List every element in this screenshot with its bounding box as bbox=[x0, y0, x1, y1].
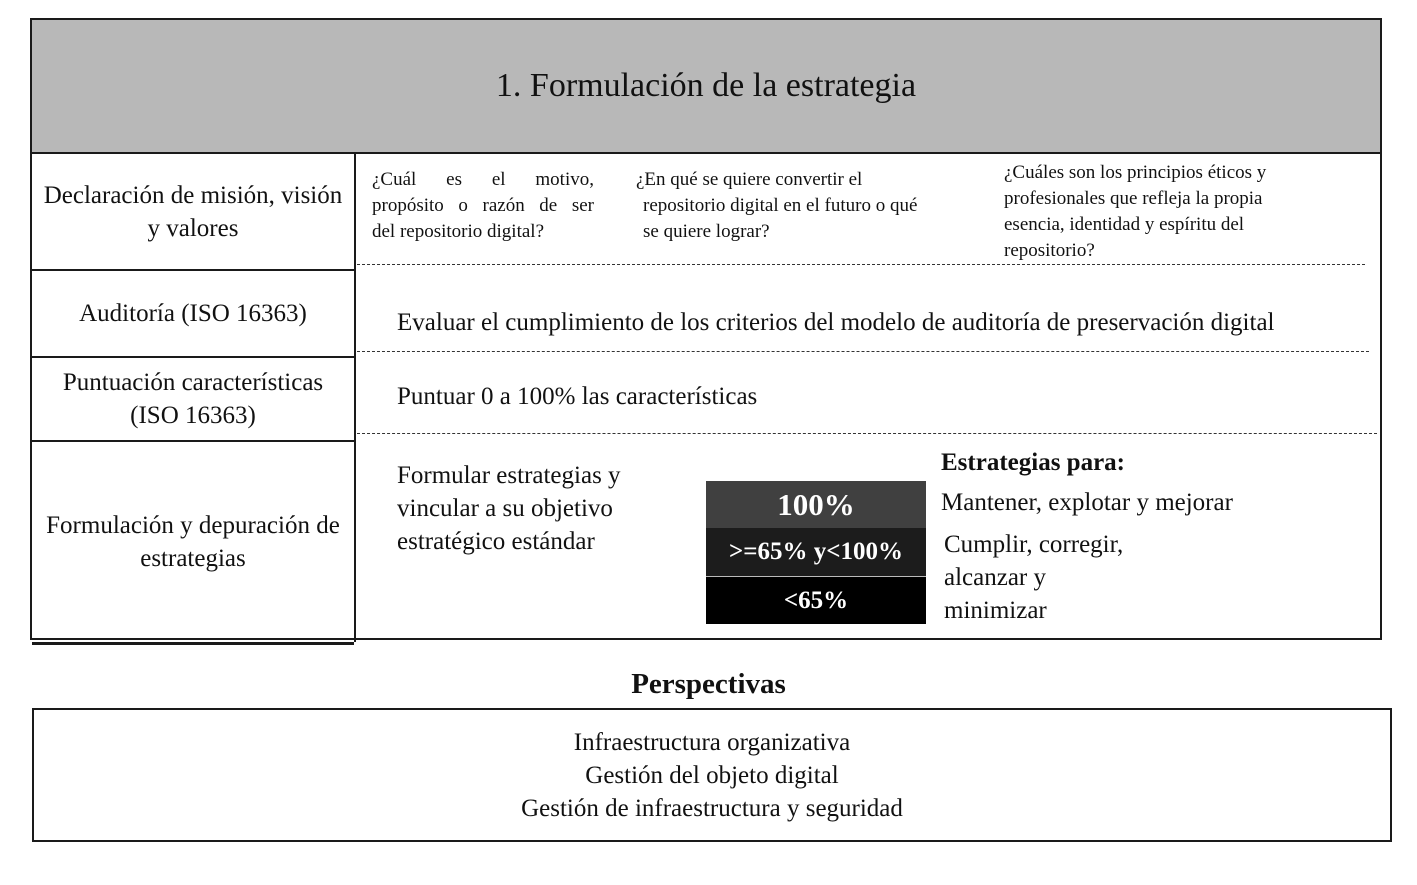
perspectives-title: Perspectivas bbox=[631, 668, 786, 700]
left-column bbox=[32, 154, 356, 642]
perspective-item: Gestión del objeto digital bbox=[585, 761, 839, 789]
label-scoring: Puntuación características (ISO 16363) bbox=[32, 358, 354, 442]
strategy-low-line: Cumplir, corregir, bbox=[944, 531, 1124, 558]
perspective-item: Gestión de infraestructura y seguridad bbox=[521, 794, 903, 822]
header-title: 1. Formulación de la estrategia bbox=[495, 67, 917, 104]
values-line: repositorio? bbox=[1004, 240, 1095, 261]
level-below-65: <65% bbox=[706, 577, 926, 624]
strategy-low bbox=[944, 528, 1123, 627]
label-audit: Auditoría (ISO 16363) bbox=[32, 271, 354, 358]
audit-description: Evaluar el cumplimiento de los criterios del modelo de auditoría de preservación digital bbox=[397, 309, 1275, 336]
values-question bbox=[1004, 160, 1354, 264]
strategy-low-line: alcanzar y bbox=[944, 564, 1047, 591]
label-formulation: Formulación y depuración de estrategias bbox=[32, 442, 354, 645]
header-bar bbox=[32, 20, 1380, 154]
row-divider bbox=[357, 433, 1377, 434]
vision-question bbox=[636, 167, 966, 245]
vision-line: se quiere lograr? bbox=[643, 221, 770, 242]
scoring-description: Puntuar 0 a 100% las características bbox=[397, 383, 758, 410]
vision-line: ¿En qué se quiere convertir el bbox=[636, 169, 863, 190]
strategy-low-line: minimizar bbox=[944, 597, 1047, 624]
vision-line: repositorio digital en el futuro o qué bbox=[643, 195, 918, 216]
perspectives-box bbox=[32, 708, 1392, 842]
strategy-high: Mantener, explotar y mejorar bbox=[941, 489, 1233, 516]
row-divider bbox=[357, 264, 1365, 265]
values-line: esencia, identidad y espíritu del bbox=[1004, 214, 1245, 235]
formulation-text bbox=[397, 459, 621, 558]
formulation-line: estratégico estándar bbox=[397, 528, 595, 555]
level-100: 100% bbox=[706, 481, 926, 528]
formulation-line: Formular estrategias y bbox=[397, 462, 621, 489]
values-line: ¿Cuáles son los principios éticos y bbox=[1004, 162, 1267, 183]
level-65-100: >=65% y<100% bbox=[706, 528, 926, 576]
mission-line: ¿Cuál es el motivo, bbox=[372, 169, 594, 190]
mission-question bbox=[372, 167, 594, 245]
formulation-line: vincular a su objetivo bbox=[397, 495, 613, 522]
mission-line: del repositorio digital? bbox=[372, 221, 545, 242]
strategies-heading: Estrategias para: bbox=[941, 449, 1125, 476]
values-line: profesionales que refleja la propia bbox=[1004, 188, 1263, 209]
row-divider bbox=[357, 351, 1369, 352]
perspective-item: Infraestructura organizativa bbox=[573, 728, 851, 756]
mission-line: propósito o razón de ser bbox=[372, 195, 594, 216]
label-mission-vision-values: Declaración de misión, visión y valores bbox=[32, 154, 354, 271]
